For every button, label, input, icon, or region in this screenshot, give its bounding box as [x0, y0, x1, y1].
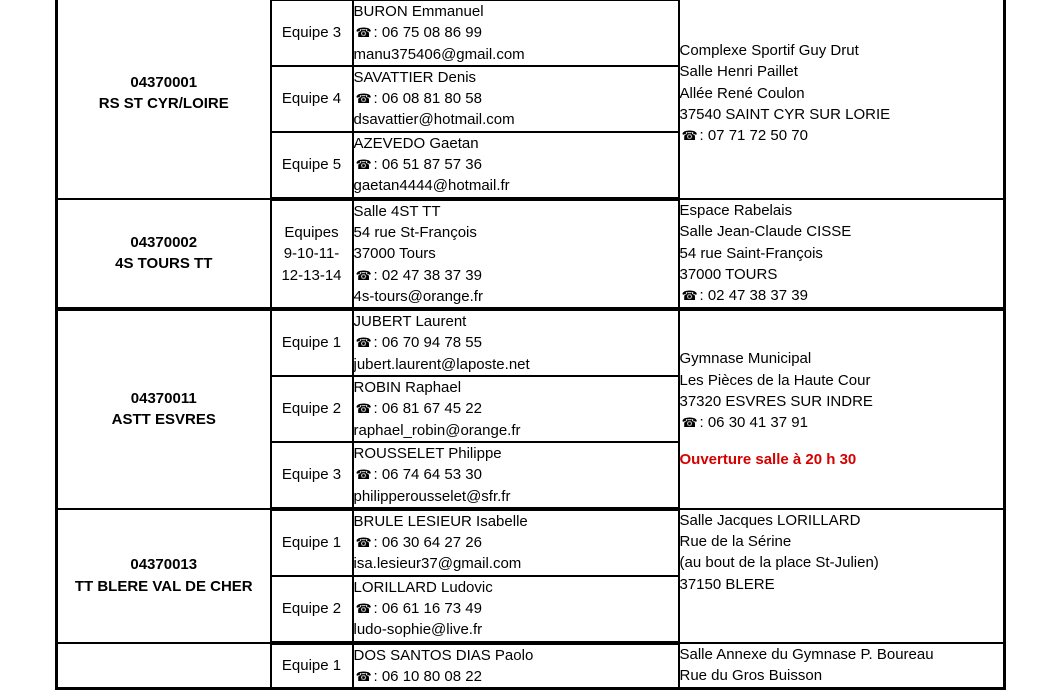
venue-line: 54 rue Saint-François: [679, 244, 823, 262]
contact-email[interactable]: raphael_robin@orange.fr: [353, 421, 521, 439]
contact-phone: ☎ : 06 81 67 45 22: [354, 398, 678, 419]
team-label: Equipe 1: [271, 643, 353, 689]
club-cell: [57, 643, 271, 689]
venue-line: Allée René Coulon: [679, 84, 805, 102]
venue-line: 37150 BLERE: [679, 575, 775, 593]
venue-line: Les Pièces de la Haute Cour: [679, 371, 871, 389]
phone-icon: ☎: [355, 401, 372, 417]
contact-name: BRULE LESIEUR Isabelle: [353, 512, 528, 530]
contact-email[interactable]: isa.lesieur37@gmail.com: [353, 555, 522, 573]
venue-line: 37540 SAINT CYR SUR LORIE: [679, 105, 891, 123]
team-label: Equipe 4: [271, 66, 353, 132]
contact-cell: [353, 576, 679, 643]
contact-phone: ☎ : 02 47 38 37 39: [354, 265, 678, 286]
club-code: 04370013: [130, 556, 198, 574]
venue-phone: ☎ : 02 47 38 37 39: [680, 285, 1004, 306]
venue-cell: [679, 0, 1005, 199]
contact-cell: [353, 643, 679, 689]
venue-line: Salle Annexe du Gymnase P. Boureau: [679, 645, 934, 663]
venue-line: Salle Jacques LORILLARD: [679, 511, 861, 529]
contact-phone: ☎ : 06 75 08 86 99: [354, 22, 678, 43]
venue-line: Rue du Gros Buisson: [679, 666, 823, 684]
venue-cell: [679, 309, 1005, 509]
contact-name: ROBIN Raphael: [353, 379, 462, 397]
venue-phone: ☎ : 06 30 41 37 91: [680, 412, 1004, 433]
team-label: Equipe 3: [271, 442, 353, 509]
contact-cell: [353, 309, 679, 376]
team-label: Equipes 9-10-11- 12-13-14: [271, 199, 353, 309]
contact-cell: [353, 132, 679, 199]
club-cell: [57, 0, 271, 199]
contact-email[interactable]: ludo-sophie@live.fr: [353, 621, 483, 639]
phone-icon: ☎: [355, 335, 372, 351]
contact-name: LORILLARD Ludovic: [353, 578, 493, 596]
phone-icon: ☎: [355, 668, 372, 684]
contact-address: 54 rue St-François: [353, 223, 477, 241]
club-name: RS ST CYR/LOIRE: [98, 95, 229, 113]
team-label: Equipe 3: [271, 0, 353, 66]
contact-cell: [353, 66, 679, 132]
club-code: 04370001: [130, 74, 198, 92]
club-code: 04370011: [130, 390, 197, 408]
contact-cell: [353, 509, 679, 576]
contact-name: DOS SANTOS DIAS Paolo: [353, 646, 534, 664]
contact-email[interactable]: philipperousselet@sfr.fr: [353, 487, 511, 505]
venue-line: Gymnase Municipal: [679, 350, 812, 368]
contact-cell: [353, 199, 679, 309]
venue-line: Espace Rabelais: [679, 202, 793, 220]
contact-phone: ☎ : 06 61 16 73 49: [354, 598, 678, 619]
team-label: Equipe 2: [271, 576, 353, 643]
venue-cell: [679, 509, 1005, 643]
phone-icon: ☎: [681, 415, 698, 431]
phone-icon: ☎: [355, 91, 372, 107]
team-label: Equipe 1: [271, 309, 353, 376]
venue-line: (au bout de la place St-Julien): [679, 554, 879, 572]
contact-phone: ☎ : 06 70 94 78 55: [354, 332, 678, 353]
contact-name: SAVATTIER Denis: [353, 68, 477, 86]
club-cell: [57, 309, 271, 509]
club-code: 04370002: [130, 234, 198, 252]
contact-name: BURON Emmanuel: [353, 3, 484, 20]
phone-icon: ☎: [681, 288, 698, 304]
venue-line: 37000 TOURS: [679, 266, 778, 284]
phone-icon: ☎: [355, 25, 372, 41]
contact-phone: ☎ : 06 74 64 53 30: [354, 464, 678, 485]
contact-email[interactable]: gaetan4444@hotmail.fr: [353, 177, 510, 195]
team-label: Equipe 1: [271, 509, 353, 576]
venue-line: Salle Henri Paillet: [679, 63, 798, 81]
opening-time-alert: Ouverture salle à 20 h 30: [679, 451, 857, 469]
contact-email[interactable]: jubert.laurent@laposte.net: [353, 355, 530, 373]
team-label: Equipe 5: [271, 132, 353, 199]
contact-name: JUBERT Laurent: [353, 313, 467, 331]
club-name: 4S TOURS TT: [115, 255, 213, 273]
venue-line: 37320 ESVRES SUR INDRE: [679, 392, 873, 410]
venue-line: Complexe Sportif Guy Drut: [679, 42, 859, 60]
contact-cell: [353, 0, 679, 66]
club-name: ASTT ESVRES: [111, 411, 216, 429]
phone-icon: ☎: [355, 601, 372, 617]
contact-cell: [353, 376, 679, 442]
contact-cell: [353, 442, 679, 509]
venue-line: Salle Jean-Claude CISSE: [679, 223, 852, 241]
phone-icon: ☎: [681, 128, 698, 144]
phone-icon: ☎: [355, 267, 372, 283]
contact-phone: ☎ : 06 10 80 08 22: [354, 666, 678, 687]
phone-icon: ☎: [355, 467, 372, 483]
contact-email[interactable]: dsavattier@hotmail.com: [353, 111, 515, 129]
club-name: TT BLERE VAL DE CHER: [74, 577, 253, 595]
contact-name: AZEVEDO Gaetan: [353, 134, 479, 152]
venue-cell: [679, 643, 1005, 689]
contact-city: 37000 Tours: [353, 245, 436, 263]
phone-icon: ☎: [355, 535, 372, 551]
club-cell: [57, 199, 271, 309]
venue-cell: [679, 199, 1005, 309]
venue-phone: ☎ : 07 71 72 50 70: [680, 125, 1004, 146]
team-label: Equipe 2: [271, 376, 353, 442]
contact-email[interactable]: manu375406@gmail.com: [353, 45, 525, 63]
contact-phone: ☎ : 06 08 81 80 58: [354, 88, 678, 109]
clubs-table: [55, 0, 1006, 690]
venue-line: Rue de la Sérine: [679, 533, 792, 551]
contact-name: Salle 4ST TT: [353, 202, 441, 220]
club-cell: [57, 509, 271, 643]
phone-icon: ☎: [355, 157, 372, 173]
contact-phone: ☎ : 06 30 64 27 26: [354, 532, 678, 553]
contact-name: ROUSSELET Philippe: [353, 444, 502, 462]
contact-email[interactable]: 4s-tours@orange.fr: [353, 287, 483, 305]
contact-phone: ☎ : 06 51 87 57 36: [354, 154, 678, 175]
